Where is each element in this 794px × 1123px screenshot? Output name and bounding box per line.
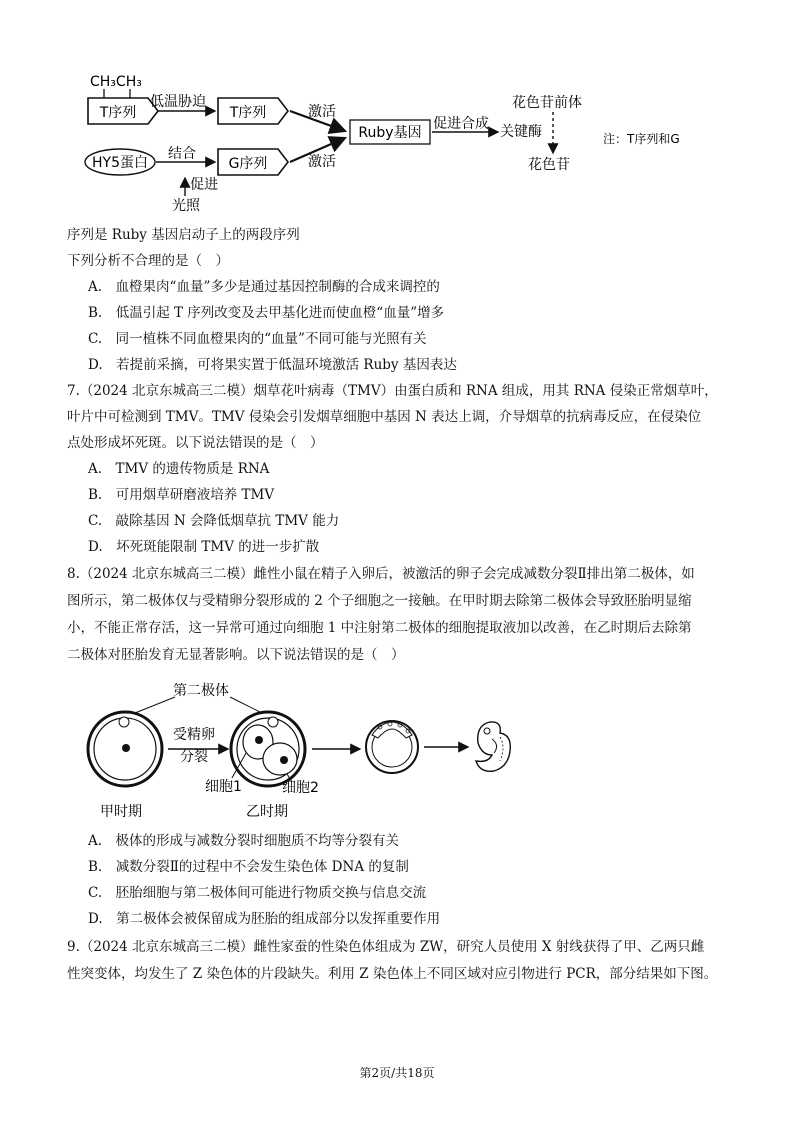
note-label: 注：T序列和G — [603, 132, 680, 146]
hy5-protein-label: HY5蛋白 — [92, 155, 148, 171]
activate-label-2: 激活 — [308, 154, 336, 170]
t-sequence-label-1: T序列 — [99, 105, 137, 121]
embryo-development-diagram — [80, 675, 540, 825]
q9-line-1: 9.（2024 北京东城高三二模）雌性家蚕的性染色体组成为 ZW，研究人员使用 X 射线获得了甲、乙两只雌 — [67, 939, 705, 955]
q7-option-b: B. 可用烟草研磨液培养 TMV — [88, 487, 275, 503]
q8-line-4: 二极体对胚胎发育无显著影响。以下说法错误的是（ ） — [67, 647, 405, 663]
q8-line-3: 小，不能正常存活，这一异常可通过向细胞 1 中注射第二极体的细胞提取液加以改善，在乙时期后去除第 — [67, 620, 692, 636]
anthocyanin-label: 花色苷 — [528, 157, 570, 173]
q8-option-c: C. 胚胎细胞与第二极体间可能进行物质交换与信息交流 — [88, 885, 427, 901]
q7-option-c: C. 敲除基因 N 会降低烟草抗 TMV 能力 — [88, 513, 340, 529]
key-enzyme-label: 关键酶 — [500, 124, 542, 140]
gene-regulation-diagram — [70, 68, 730, 218]
q8-option-d: D. 第二极体会被保留成为胚胎的组成部分以发挥重要作用 — [88, 911, 441, 927]
promote-label: 促进 — [190, 177, 218, 193]
low-temp-stress-label: 低温胁迫 — [150, 94, 206, 110]
t-sequence-label-2: T序列 — [229, 105, 267, 121]
nucleus-jia — [122, 744, 130, 752]
q6-option-d: D. 若提前采摘，可将果实置于低温环境激活 Ruby 基因表达 — [88, 357, 457, 373]
cell-2 — [263, 743, 297, 775]
cell1-label: 细胞1 — [205, 779, 242, 795]
stage-jia-label: 甲时期 — [100, 804, 142, 820]
ruby-gene-label: Ruby基因 — [358, 125, 422, 141]
embryo — [476, 722, 510, 771]
polar-body-jia — [119, 717, 129, 727]
nucleus-cell-1 — [255, 736, 263, 744]
ch3-label: CH₃CH₃ — [90, 74, 142, 90]
activate-label-1: 激活 — [308, 104, 336, 120]
polar-body-yi — [268, 717, 278, 727]
q7-line-1: 7.（2024 北京东城高三二模）烟草花叶病毒（TMV）由蛋白质和 RNA 组成，用其 RNA 侵染正常烟草叶， — [67, 383, 718, 399]
light-label: 光照 — [172, 198, 200, 214]
q6-stem: 下列分析不合理的是（ ） — [67, 253, 229, 269]
promote-synthesis-label: 促进合成 — [433, 116, 489, 132]
q7-option-d: D. 坏死斑能限制 TMV 的进一步扩散 — [88, 539, 320, 555]
page-footer: 第2页/共18页 — [359, 1066, 435, 1080]
nucleus-cell-2 — [280, 756, 288, 764]
q8-option-a: A. 极体的形成与减数分裂时细胞质不均等分裂有关 — [88, 833, 400, 849]
q7-option-a: A. TMV 的遗传物质是 RNA — [88, 461, 270, 477]
bind-label: 结合 — [168, 146, 196, 162]
q8-option-b: B. 减数分裂Ⅱ的过程中不会发生染色体 DNA 的复制 — [88, 859, 409, 875]
q6-option-b: B. 低温引起 T 序列改变及去甲基化进而使血橙“血量”增多 — [88, 305, 445, 321]
stage-yi-label: 乙时期 — [246, 804, 288, 820]
q8-line-1: 8.（2024 北京东城高三二模）雌性小鼠在精子入卵后，被激活的卵子会完成减数分裂Ⅱ排出第二极体，如 — [67, 566, 695, 582]
q7-line-2: 叶片中可检测到 TMV。TMV 侵染会引发烟草细胞中基因 N 表达上调，介导烟草的抗病毒反应，在侵染位 — [67, 409, 702, 425]
fertilized-division-label-1: 受精卵 — [173, 727, 215, 743]
q8-line-2: 图所示，第二极体仅与受精卵分裂形成的 2 个子细胞之一接触。在甲时期去除第二极体会导致胚胎明显缩 — [67, 593, 692, 609]
anthocyanin-precursor-label: 花色苷前体 — [512, 95, 582, 111]
fertilized-division-label-2: 分裂 — [180, 749, 208, 765]
g-sequence-label: G序列 — [228, 156, 268, 172]
q6-note-continuation: 序列是 Ruby 基因启动子上的两段序列 — [67, 227, 300, 243]
q9-line-2: 性突变体，均发生了 Z 染色体的片段缺失。利用 Z 染色体上不同区域对应引物进行 PCR，部分结果如下图。 — [67, 966, 718, 982]
q6-option-c: C. 同一植株不同血橙果肉的“血量”不同可能与光照有关 — [88, 331, 427, 347]
second-polar-body-label: 第二极体 — [173, 683, 229, 699]
cell2-label: 细胞2 — [282, 780, 319, 796]
q6-option-a: A. 血橙果肉“血量”多少是通过基因控制酶的合成来调控的 — [88, 279, 440, 295]
q7-line-3: 点处形成坏死斑。以下说法错误的是（ ） — [67, 435, 324, 451]
